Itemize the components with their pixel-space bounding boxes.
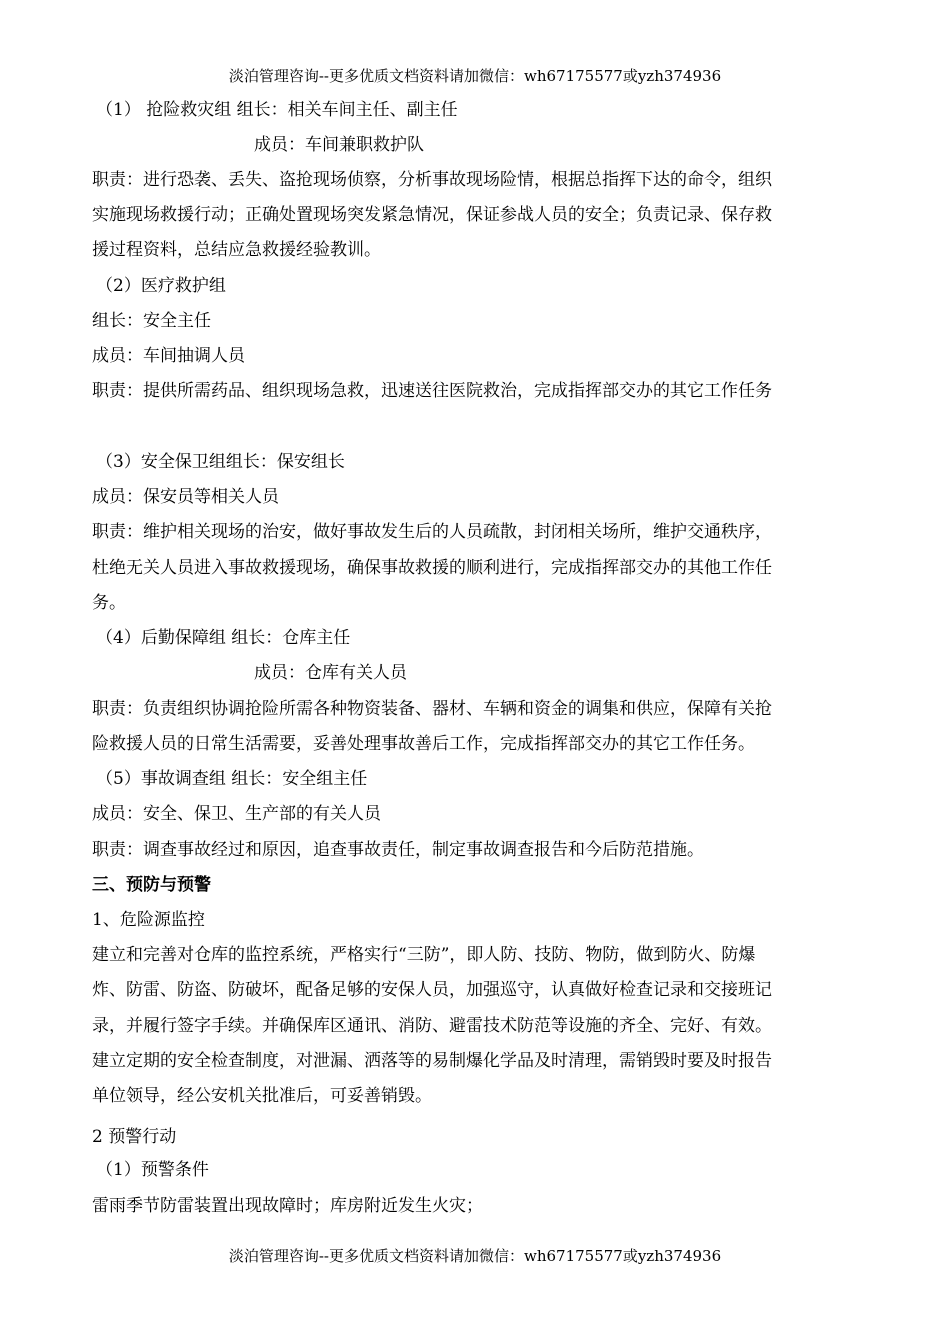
- text-line: （4）后勤保障组 组长：仓库主任: [96, 628, 351, 648]
- text-line: （1） 抢险救灾组 组长：相关车间主任、副主任: [96, 100, 458, 120]
- page-footer: 淡泊管理咨询--更多优质文档资料请加微信：wh67175577或yzh374936: [228, 1247, 722, 1265]
- text-line: 成员：车间抽调人员: [92, 346, 245, 366]
- text-line: 录，并履行签字手续。并确保库区通讯、消防、避雷技术防范等设施的齐全、完好、有效。: [92, 1016, 772, 1036]
- text-line: 组长：安全主任: [92, 311, 211, 331]
- text-line: 杜绝无关人员进入事故救援现场，确保事故救援的顺利进行，完成指挥部交办的其他工作任: [92, 558, 772, 578]
- text-line: （5）事故调查组 组长：安全组主任: [96, 769, 368, 789]
- text-line: 成员：仓库有关人员: [254, 663, 407, 683]
- text-line: （3）安全保卫组组长：保安组长: [96, 452, 345, 472]
- text-line: 务。: [92, 593, 126, 613]
- subsection-heading: 2 预警行动: [92, 1127, 177, 1147]
- text-line: 单位领导，经公安机关批准后，可妥善销毁。: [92, 1086, 432, 1106]
- text-line: 实施现场救援行动；正确处置现场突发紧急情况，保证参战人员的安全；负责记录、保存救: [92, 205, 772, 225]
- text-line: 建立和完善对仓库的监控系统，严格实行“三防”，即人防、技防、物防，做到防火、防爆: [92, 945, 756, 965]
- text-line: 援过程资料，总结应急救援经验教训。: [92, 240, 381, 260]
- text-line: 雷雨季节防雷装置出现故障时；库房附近发生火灾；: [92, 1196, 483, 1216]
- text-line: 职责：进行恐袭、丢失、盗抢现场侦察，分析事故现场险情，根据总指挥下达的命令，组织: [92, 170, 772, 190]
- text-line: （2）医疗救护组: [96, 276, 226, 296]
- section-heading: 三、预防与预警: [92, 875, 211, 895]
- text-line: 职责：提供所需药品、组织现场急救，迅速送往医院救治，完成指挥部交办的其它工作任务: [92, 381, 772, 401]
- subsection-heading: 1、危险源监控: [92, 910, 205, 930]
- page-header: 淡泊管理咨询--更多优质文档资料请加微信：wh67175577或yzh374936: [228, 67, 722, 85]
- text-line: 成员：车间兼职救护队: [254, 135, 424, 155]
- text-line: 职责：维护相关现场的治安，做好事故发生后的人员疏散，封闭相关场所，维护交通秩序，: [92, 522, 772, 542]
- text-line: 成员：安全、保卫、生产部的有关人员: [92, 804, 381, 824]
- text-line: 成员：保安员等相关人员: [92, 487, 279, 507]
- text-line: 炸、防雷、防盗、防破坏，配备足够的安保人员，加强巡守，认真做好检查记录和交接班记: [92, 980, 772, 1000]
- text-line: 建立定期的安全检查制度，对泄漏、洒落等的易制爆化学品及时清理，需销毁时要及时报告: [92, 1051, 772, 1071]
- text-line: （1）预警条件: [96, 1160, 209, 1180]
- text-line: 职责：负责组织协调抢险所需各种物资装备、器材、车辆和资金的调集和供应，保障有关抢: [92, 699, 772, 719]
- text-line: 职责：调查事故经过和原因，追查事故责任，制定事故调查报告和今后防范措施。: [92, 840, 704, 860]
- text-line: 险救援人员的日常生活需要，妥善处理事故善后工作，完成指挥部交办的其它工作任务。: [92, 734, 755, 754]
